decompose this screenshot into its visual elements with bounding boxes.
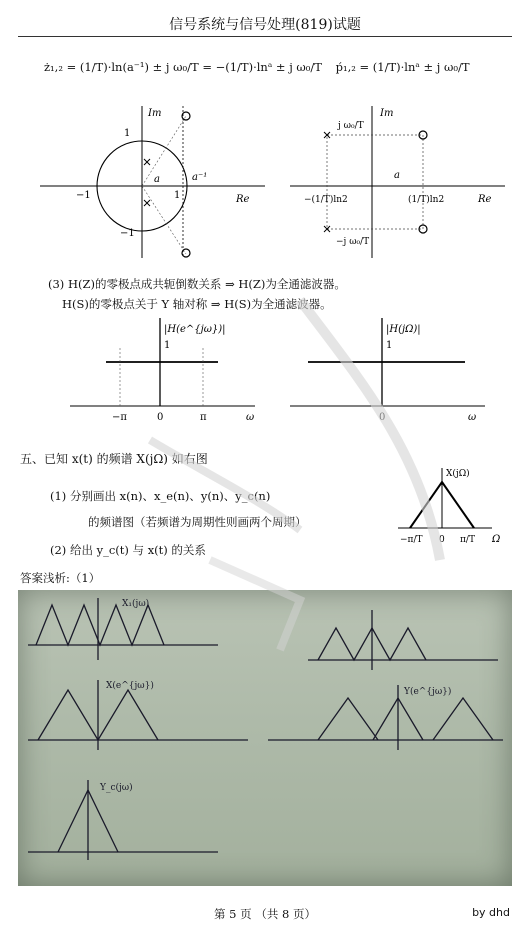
pole-marker-upper bbox=[144, 159, 150, 165]
z-a-label: a bbox=[154, 174, 160, 185]
z-one-top: 1 bbox=[124, 128, 131, 139]
hz-tick-pi: π bbox=[200, 412, 207, 423]
spectrum-left-tick: −π/T bbox=[400, 535, 423, 545]
hs-magnitude-plot bbox=[290, 312, 490, 424]
s-right-ln: (1/T)ln2 bbox=[408, 195, 445, 205]
hs-tick-zero: 0 bbox=[379, 412, 386, 423]
s-im-label: Im bbox=[380, 108, 394, 119]
s-re-label: Re bbox=[478, 194, 492, 205]
page-footer: 第 5 页 （共 8 页） bbox=[214, 907, 316, 921]
s-jw-bottom: −j ω₀/T bbox=[336, 237, 370, 247]
hz-axis-label: ω bbox=[246, 412, 255, 423]
s-a-label: a bbox=[394, 170, 400, 181]
hs-axis-label: ω bbox=[468, 412, 477, 423]
hz-level-label: 1 bbox=[164, 340, 171, 351]
z-plane-diagram bbox=[40, 98, 270, 263]
q5-title: 五、已知 x(t) 的频谱 X(jΩ) 如右图 bbox=[20, 452, 208, 466]
zeros-poles-equation bbox=[44, 60, 470, 74]
s-plane-diagram bbox=[290, 98, 510, 263]
z-one-bottom: −1 bbox=[120, 228, 135, 239]
z-re-label: Re bbox=[236, 194, 250, 205]
zero-marker-lower bbox=[182, 249, 190, 257]
photo-label-x1: X₁(jω) bbox=[122, 599, 150, 609]
z-one-right: 1 bbox=[174, 190, 181, 201]
spectrum-zero-tick: 0 bbox=[439, 535, 445, 545]
z-minus-one: −1 bbox=[76, 190, 91, 201]
q5-item1: (1) 分别画出 x(n)、x_e(n)、y(n)、y_c(n) bbox=[50, 489, 271, 503]
hs-level-label: 1 bbox=[386, 340, 393, 351]
answer-label: 答案浅析:（1） bbox=[20, 571, 101, 585]
author-credit: by dhd bbox=[472, 906, 510, 919]
photo-label-yc: Y_c(jω) bbox=[100, 783, 133, 793]
spectrum-axis-label: Ω bbox=[492, 534, 501, 545]
hz-tick-zero: 0 bbox=[157, 412, 164, 423]
part3-line1: (3) H(Z)的零极点成共轭倒数关系 ⇒ H(Z)为全通滤波器。 bbox=[48, 277, 346, 291]
q5-item2: (2) 给出 y_c(t) 与 x(t) 的关系 bbox=[50, 543, 206, 557]
spectrum-ylabel: X(jΩ) bbox=[446, 469, 470, 479]
s-left-ln: −(1/T)ln2 bbox=[304, 195, 348, 205]
spectrum-right-tick: π/T bbox=[460, 535, 475, 545]
part3-line2: H(S)的零极点关于 Y 轴对称 ⇒ H(S)为全通滤波器。 bbox=[62, 297, 332, 311]
zeros-formula: ż₁,₂ = (1/T)·ln(a⁻¹) ± j ω₀/T = −(1/T)·lnᵃ ± j ω₀/T bbox=[44, 60, 322, 74]
handwritten-answer-photo bbox=[18, 590, 512, 886]
page-header: 信号系统与信号处理(819)试题 bbox=[169, 17, 361, 33]
hz-ylabel: |H(e^{jω})| bbox=[164, 324, 226, 335]
poles-formula: ṕ₁,₂ = (1/T)·lnᵃ ± j ω₀/T bbox=[335, 60, 470, 74]
s-jw-top: j ω₀/T bbox=[338, 121, 364, 131]
header-rule bbox=[18, 36, 512, 37]
z-a-inv-label: a⁻¹ bbox=[192, 172, 208, 183]
hz-tick-neg-pi: −π bbox=[112, 412, 127, 423]
q5-item1b: 的频谱图（若频谱为周期性则画两个周期） bbox=[88, 515, 307, 529]
photo-label-xn: X(e^{jω}) bbox=[106, 681, 154, 691]
hs-ylabel: |H(jΩ)| bbox=[386, 324, 421, 335]
photo-label-y: Y(e^{jω}) bbox=[404, 687, 452, 697]
hz-magnitude-plot bbox=[70, 312, 260, 424]
spectrum-diagram bbox=[396, 464, 506, 548]
z-im-label: Im bbox=[148, 108, 162, 119]
pole-marker-lower bbox=[144, 200, 150, 206]
